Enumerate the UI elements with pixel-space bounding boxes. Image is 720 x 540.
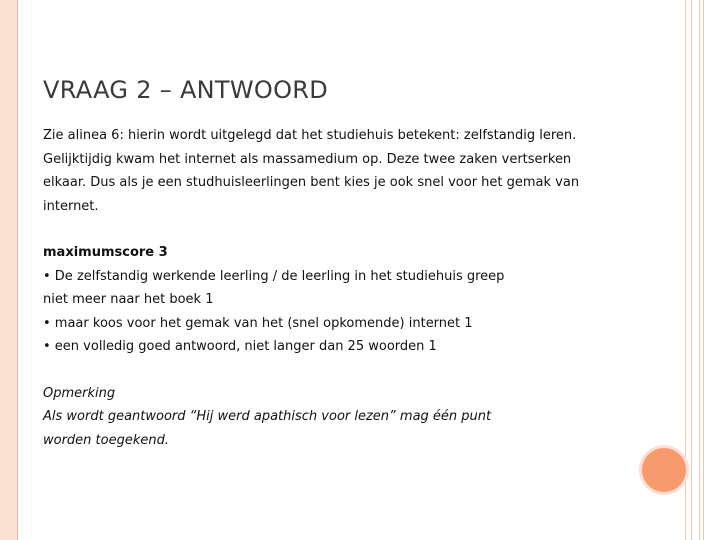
left-border-line <box>17 0 18 540</box>
scoring-line: • een volledig goed antwoord, niet langer dan 25 woorden 1 <box>43 339 437 354</box>
answer-line: internet. <box>43 198 99 214</box>
scoring-line: • maar koos voor het gemak van het (snel opkomende) internet 1 <box>43 315 473 331</box>
right-decorative-line <box>685 0 686 540</box>
scoring-line: niet meer naar het boek 1 <box>43 292 214 307</box>
remark-heading: Opmerking <box>43 385 116 401</box>
slide-title: VRAAG 2 – ANTWOORD <box>43 76 329 104</box>
slide-content <box>43 124 643 452</box>
remark-line: Als wordt geantwoord “Hij werd apathisch voor lezen” mag één punt <box>43 409 492 424</box>
remark-section <box>43 382 643 453</box>
answer-line: elkaar. Dus als je een studhuisleerlingen bent kies je ook snel voor het gemak van <box>43 175 580 190</box>
answer-paragraph <box>43 124 643 218</box>
right-decorative-line <box>699 0 700 540</box>
right-decorative-line <box>703 0 704 540</box>
answer-line: Zie alinea 6: hierin wordt uitgelegd dat het studiehuis betekent: zelfstandig leren. <box>43 128 577 143</box>
answer-line: Gelijktijdig kwam het internet als massamedium op. Deze twee zaken vertserken <box>43 151 572 167</box>
right-decorative-line <box>691 0 692 540</box>
left-decorative-border <box>0 0 18 540</box>
accent-circle <box>642 448 686 492</box>
scoring-line: • De zelfstandig werkende leerling / de leerling in het studiehuis greep <box>43 268 505 284</box>
scoring-section <box>43 241 643 359</box>
remark-line: worden toegekend. <box>43 432 170 448</box>
scoring-heading: maximumscore 3 <box>43 245 168 260</box>
